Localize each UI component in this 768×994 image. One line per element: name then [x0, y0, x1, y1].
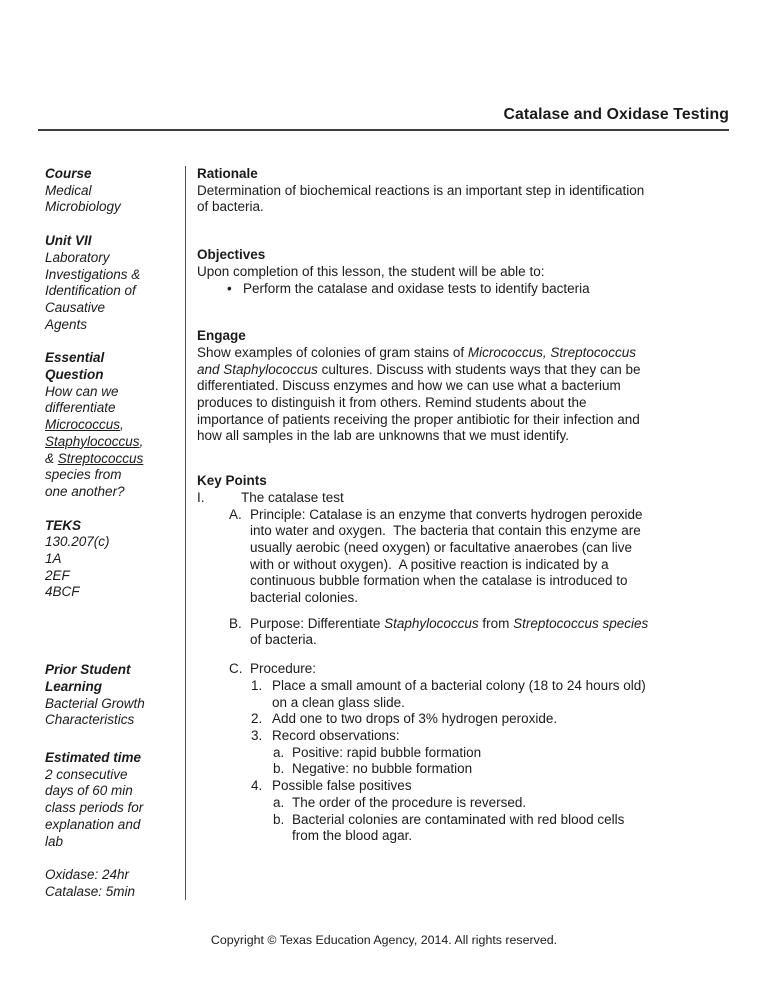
list-marker: 3.	[251, 727, 263, 743]
text-segment: produces to distinguish it from others. Remind students about the	[197, 395, 587, 411]
text-segment: Objectives	[197, 247, 266, 263]
text-line	[197, 264, 731, 281]
content-section	[197, 328, 731, 445]
text-line	[45, 834, 185, 851]
text-line	[197, 745, 731, 762]
text-line	[197, 695, 731, 712]
text-segment: The catalase test	[241, 489, 344, 505]
text-line	[45, 696, 185, 713]
text-segment: ,	[139, 433, 144, 449]
list-marker: b.	[273, 811, 285, 827]
text-line	[197, 378, 731, 395]
text-segment: Possible false positives	[272, 778, 412, 794]
text-segment: 2 consecutive	[45, 766, 128, 782]
text-line	[197, 632, 731, 649]
text-segment: how all samples in the lab are unknowns that we must identify.	[197, 428, 569, 444]
text-line	[45, 267, 185, 284]
text-segment: continuous bubble formation when the catalase is introduced to	[250, 573, 628, 589]
text-line	[45, 534, 185, 551]
text-line	[45, 467, 185, 484]
content-section	[197, 247, 731, 297]
text-segment: one another?	[45, 483, 125, 499]
section-heading	[197, 328, 731, 345]
text-line	[45, 317, 185, 334]
text-segment: from the blood agar.	[292, 828, 413, 844]
text-segment: How can we	[45, 383, 119, 399]
text-line	[197, 678, 731, 695]
sidebar-section	[45, 166, 185, 216]
text-segment: Micrococcus, Streptococcus	[467, 344, 636, 360]
text-line	[197, 812, 731, 829]
page-title: Catalase and Oxidase Testing	[503, 106, 729, 123]
text-line	[45, 400, 185, 417]
text-segment: Principle: Catalase is an enzyme that converts hydrogen peroxide	[250, 506, 643, 522]
text-segment: explanation and	[45, 816, 141, 832]
text-segment: Bacterial Growth	[45, 695, 145, 711]
section-heading	[45, 679, 185, 696]
text-segment: usually aerobic (need oxygen) or facultative anaerobes (can live	[250, 539, 632, 555]
copyright-footer: Copyright © Texas Education Agency, 2014. All rights reserved.	[210, 933, 558, 947]
content-section	[197, 166, 731, 216]
text-segment: from	[478, 615, 514, 631]
text-line	[197, 661, 731, 678]
text-segment: Course	[45, 166, 92, 181]
text-line	[197, 362, 731, 379]
list-marker: a.	[273, 744, 285, 760]
text-segment: ,	[120, 417, 124, 433]
text-segment: Record observations:	[272, 727, 400, 743]
text-segment: Microbiology	[45, 199, 121, 215]
text-line	[45, 551, 185, 568]
text-segment: Estimated time	[45, 749, 142, 765]
text-segment: Investigations &	[45, 266, 141, 282]
text-segment: Perform the catalase and oxidase tests to identify bacteria	[243, 280, 590, 296]
text-line	[45, 800, 185, 817]
sidebar	[45, 166, 185, 900]
text-line	[197, 345, 731, 362]
text-segment: Laboratory	[45, 249, 110, 265]
text-segment: differentiated. Discuss enzymes and how we can use what a bacterium	[197, 378, 621, 394]
text-segment: Upon completion of this lesson, the student will be able to:	[197, 263, 545, 279]
text-line	[45, 434, 185, 451]
text-line	[45, 199, 185, 216]
text-segment: Medical	[45, 182, 92, 198]
text-segment: Oxidase: 24hr	[45, 866, 130, 882]
text-segment: Staphylococcus	[384, 615, 479, 631]
text-segment: Positive: rapid bubble formation	[292, 744, 482, 760]
text-line	[45, 384, 185, 401]
text-line	[45, 451, 185, 468]
text-segment: Catalase: 5min	[45, 883, 136, 899]
text-line	[45, 484, 185, 501]
text-line	[45, 817, 185, 834]
text-segment: Show examples of colonies of gram stains of	[197, 344, 468, 360]
text-line	[45, 183, 185, 200]
text-line	[197, 616, 731, 633]
section-heading	[197, 166, 731, 183]
text-line	[197, 523, 731, 540]
section-heading	[45, 350, 185, 367]
list-marker: b.	[273, 761, 285, 777]
text-line	[45, 850, 185, 867]
text-line	[197, 778, 731, 795]
text-segment: cultures. Discuss with students ways that they can be	[317, 361, 641, 377]
list-marker: C.	[229, 661, 243, 677]
text-line	[45, 417, 185, 434]
text-segment: importance of patients receiving the proper antibiotic for their infection and	[197, 411, 640, 427]
text-segment: 4BCF	[45, 584, 80, 600]
section-heading	[197, 473, 731, 490]
section-heading	[45, 750, 185, 767]
text-segment: Staphylococcus	[45, 433, 140, 449]
text-segment: Agents	[45, 316, 88, 332]
text-segment: and Staphylococcus	[197, 361, 318, 377]
text-line	[45, 584, 185, 601]
text-segment: Unit VII	[45, 233, 92, 249]
text-segment: into water and oxygen. The bacteria that contain this enzyme are	[250, 523, 641, 539]
text-line	[197, 395, 731, 412]
text-line	[197, 711, 731, 728]
text-line	[45, 568, 185, 585]
text-segment: Engage	[197, 328, 246, 344]
text-segment: lab	[45, 833, 64, 849]
text-segment: Rationale	[197, 166, 258, 181]
list-marker: A.	[229, 506, 242, 522]
text-segment: bacterial colonies.	[250, 590, 359, 606]
text-segment: Micrococcus	[45, 417, 121, 433]
text-segment: species from	[45, 467, 122, 483]
section-heading	[197, 247, 731, 264]
text-segment: with or without oxygen). A positive reaction is indicated by a	[250, 556, 609, 572]
content-section	[197, 473, 731, 845]
list-marker: •	[227, 280, 232, 296]
text-line	[197, 199, 731, 216]
text-segment: of bacteria.	[197, 199, 264, 215]
text-segment: Learning	[45, 678, 103, 694]
section-heading	[45, 662, 185, 679]
section-heading	[45, 166, 185, 183]
document-header	[38, 105, 729, 131]
text-segment: Streptococcus species	[513, 615, 649, 631]
text-segment: 1A	[45, 551, 62, 567]
text-segment: 130.207(c)	[45, 534, 110, 550]
text-line	[45, 884, 185, 901]
text-segment: Negative: no bubble formation	[292, 761, 473, 777]
text-segment: TEKS	[45, 517, 82, 533]
sidebar-section	[45, 662, 185, 729]
text-line	[197, 428, 731, 445]
text-line	[197, 557, 731, 574]
text-segment: Add one to two drops of 3% hydrogen peroxide.	[272, 711, 558, 727]
text-segment: Characteristics	[45, 712, 135, 728]
text-line	[197, 540, 731, 557]
text-line	[45, 767, 185, 784]
text-line	[197, 507, 731, 524]
text-line	[197, 728, 731, 745]
main-content	[185, 166, 731, 900]
text-segment: 2EF	[45, 567, 70, 583]
sidebar-section	[45, 518, 185, 602]
text-segment: of bacteria.	[250, 632, 317, 648]
text-segment: Bacterial colonies are contaminated with red blood cells	[292, 811, 625, 827]
list-marker: I.	[197, 489, 205, 505]
text-line	[45, 867, 185, 884]
section-heading	[45, 233, 185, 250]
text-line	[197, 573, 731, 590]
text-segment: Essential	[45, 350, 105, 366]
text-segment: Procedure:	[250, 661, 317, 677]
text-segment: &	[45, 450, 58, 466]
two-column-layout	[45, 166, 731, 900]
text-line	[45, 712, 185, 729]
text-line	[197, 761, 731, 778]
text-segment: The order of the procedure is reversed.	[292, 794, 527, 810]
list-marker: 2.	[251, 711, 263, 727]
text-segment: Key Points	[197, 473, 267, 489]
sidebar-section	[45, 750, 185, 900]
sidebar-section	[45, 233, 185, 333]
list-marker: a.	[273, 794, 285, 810]
section-heading	[45, 518, 185, 535]
text-segment: Determination of biochemical reactions is an important step in identification	[197, 182, 645, 198]
text-line	[45, 300, 185, 317]
text-line	[45, 283, 185, 300]
text-segment: days of 60 min	[45, 783, 133, 799]
text-line	[197, 183, 731, 200]
text-line	[197, 795, 731, 812]
text-line	[197, 590, 731, 607]
list-marker: 1.	[251, 677, 263, 693]
text-segment: on a clean glass slide.	[272, 694, 405, 710]
list-marker: B.	[229, 615, 242, 631]
text-segment: Streptococcus	[57, 450, 144, 466]
text-segment: Purpose: Differentiate	[250, 615, 385, 631]
text-segment: differentiate	[45, 400, 116, 416]
text-line	[45, 250, 185, 267]
text-line	[197, 281, 731, 298]
text-line	[197, 828, 731, 845]
text-segment: Question	[45, 367, 104, 383]
text-segment: Prior Student	[45, 662, 131, 678]
text-line	[45, 783, 185, 800]
section-heading	[45, 367, 185, 384]
text-segment: class periods for	[45, 800, 144, 816]
text-segment: Identification of	[45, 283, 136, 299]
list-marker: 4.	[251, 778, 263, 794]
text-line	[197, 490, 731, 507]
text-segment: Causative	[45, 299, 106, 315]
text-segment: Place a small amount of a bacterial colony (18 to 24 hours old)	[272, 677, 646, 693]
text-line	[197, 412, 731, 429]
sidebar-section	[45, 350, 185, 500]
